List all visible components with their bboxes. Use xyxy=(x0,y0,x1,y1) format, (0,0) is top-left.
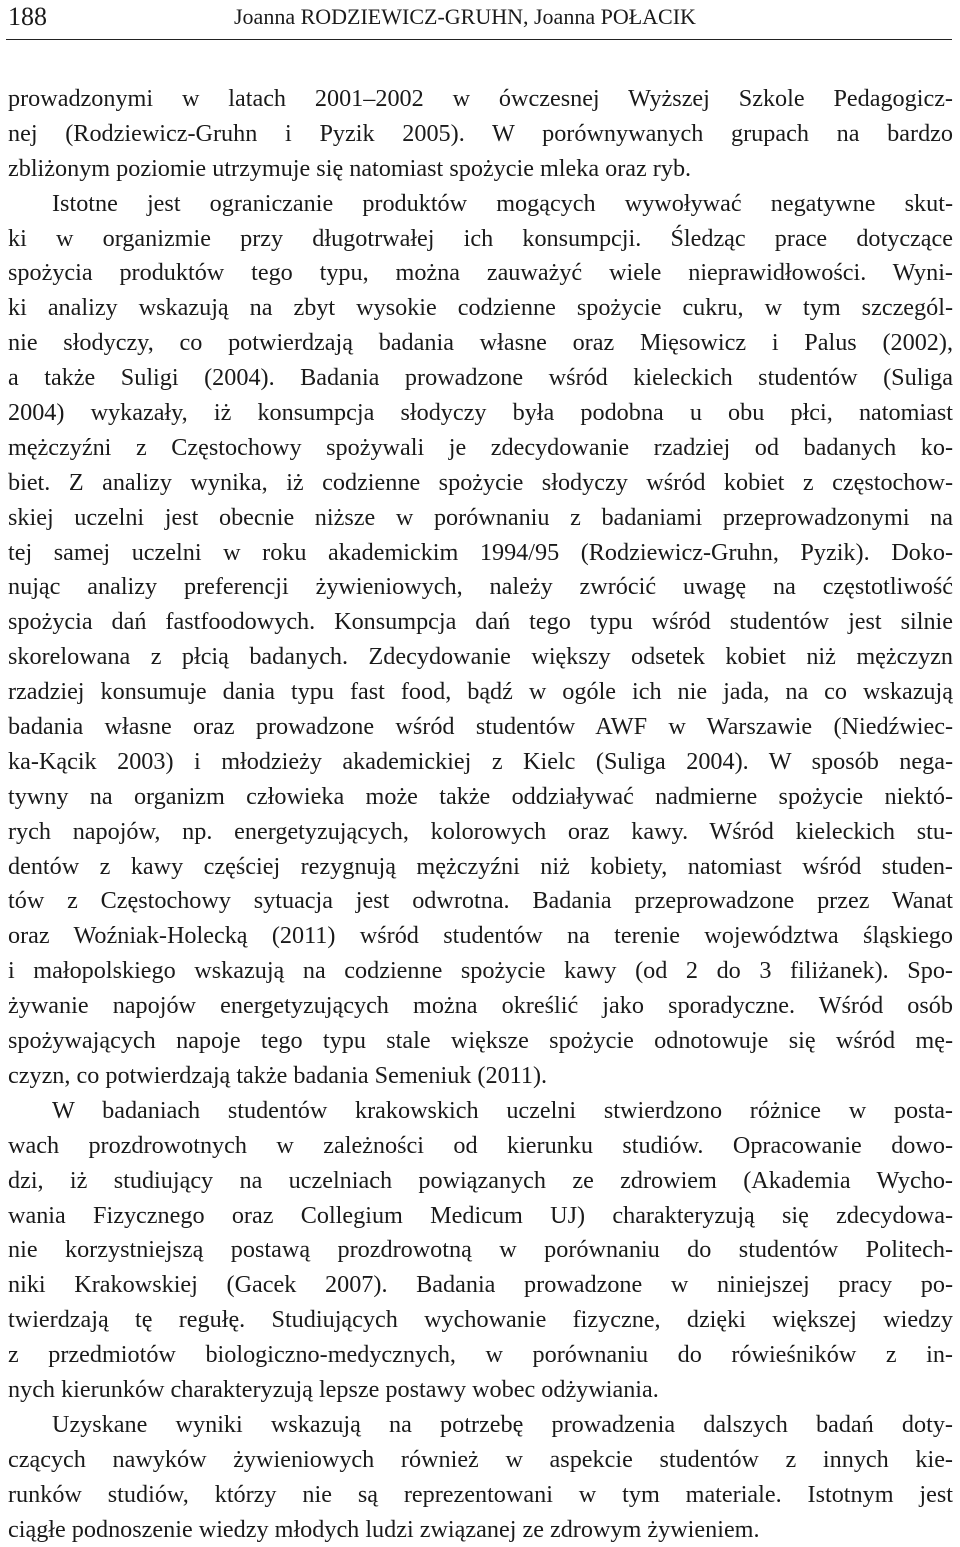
text-line: nie korzystniejszą postawą prozdrowotną w porównaniu do studentów Politech- xyxy=(8,1236,953,1264)
text-line: czących nawyków żywieniowych również w aspekcie studentów z innych kie- xyxy=(8,1445,953,1473)
text-line: badania własne oraz prowadzone wśród studentów AWF w Warszawie (Niedźwiec- xyxy=(8,713,953,741)
text-line: tej samej uczelni w roku akademickim 1994/95 (Rodziewicz-Gruhn, Pyzik). Doko- xyxy=(8,538,953,566)
text-line: a także Suligi (2004). Badania prowadzone wśród kieleckich studentów (Suliga xyxy=(8,364,953,392)
text-line: ki analizy wskazują na zbyt wysokie codzienne spożycie cukru, w tym szczegól- xyxy=(8,294,953,322)
text-line: rych napojów, np. energetyzujących, kolorowych oraz kawy. Wśród kieleckich stu- xyxy=(8,817,953,845)
text-line: czyzn, co potwierdzają także badania Semeniuk (2011). xyxy=(8,1061,548,1089)
text-line: dzi, iż studiujący na uczelniach powiązanych ze zdrowiem (Akademia Wycho- xyxy=(8,1166,953,1194)
text-line: biet. Z analizy wynika, iż codzienne spożycie słodyczy wśród kobiet z częstochow- xyxy=(8,468,953,496)
text-line: nując analizy preferencji żywieniowych, należy zwrócić uwagę na częstotliwość xyxy=(8,573,953,601)
page-number: 188 xyxy=(8,2,47,31)
body-text xyxy=(8,82,953,1547)
text-line: spożycia dań fastfoodowych. Konsumpcja dań tego typu wśród studentów jest silnie xyxy=(8,608,953,636)
text-line: nej (Rodziewicz-Gruhn i Pyzik 2005). W porównywanych grupach na bardzo xyxy=(8,119,953,147)
text-line: Uzyskane wyniki wskazują na potrzebę prowadzenia dalszych badań doty- xyxy=(52,1410,953,1438)
text-line: dentów z kawy częściej rezygnują mężczyźni niż kobiety, natomiast wśród studen- xyxy=(8,852,953,880)
text-line: ki w organizmie przy długotrwałej ich konsumpcji. Śledząc prace dotyczące xyxy=(8,224,953,252)
paragraph xyxy=(8,1094,953,1408)
text-line: żywanie napojów energetyzujących można określić jako sporadyczne. Wśród osób xyxy=(8,992,953,1020)
text-line: rzadziej konsumuje dania typu fast food, bądź w ogóle ich nie jada, na co wskazują xyxy=(8,678,953,706)
paragraph xyxy=(8,82,953,1094)
text-line: zbliżonym poziomie utrzymuje się natomiast spożycie mleka oraz ryb. xyxy=(8,154,692,182)
text-line: ka-Kącik 2003) i młodzieży akademickiej z Kielc (Suliga 2004). W sposób nega- xyxy=(8,747,953,775)
text-line: Istotne jest ograniczanie produktów mogących wywoływać negatywne skut- xyxy=(52,189,953,217)
text-line: nie słodyczy, co potwierdzają badania własne oraz Mięsowicz i Palus (2002), xyxy=(8,329,953,357)
text-line: wach prozdrowotnych w zależności od kierunku studiów. Opracowanie dowo- xyxy=(8,1131,953,1159)
text-line: ciągłe podnoszenie wiedzy młodych ludzi związanej ze zdrowym żywieniem. xyxy=(8,1515,760,1543)
text-line: runków studiów, którzy nie są reprezentowani w tym materiale. Istotnym jest xyxy=(8,1480,953,1508)
text-line: tywny na organizm człowieka może także oddziaływać nadmierne spożycie niektó- xyxy=(8,782,953,810)
text-line: nych kierunków charakteryzują lepsze postawy wobec odżywiania. xyxy=(8,1375,659,1403)
text-line: spożywających napoje tego typu stale większe spożycie odnotowuje się wśród mę- xyxy=(8,1027,953,1055)
text-line: i małopolskiego wskazują na codzienne spożycie kawy (od 2 do 3 filiżanek). Spo- xyxy=(8,957,953,985)
text-line: niki Krakowskiej (Gacek 2007). Badania prowadzone w niniejszej pracy po- xyxy=(8,1271,953,1299)
text-line: skiej uczelni jest obecnie niższe w porównaniu z badaniami przeprowadzonymi na xyxy=(8,503,953,531)
paragraph xyxy=(8,1408,953,1547)
text-line: tów z Częstochowy sytuacja jest odwrotna. Badania przeprowadzone przez Wanat xyxy=(8,887,953,915)
text-line: mężczyźni z Częstochowy spożywali je zdecydowanie rzadziej od badanych ko- xyxy=(8,433,953,461)
text-line: wania Fizycznego oraz Collegium Medicum UJ) charakteryzują się zdecydowa- xyxy=(8,1201,953,1229)
text-line: z przedmiotów biologiczno-medycznych, w porównaniu do rówieśników z in- xyxy=(8,1341,953,1369)
page-header xyxy=(6,0,952,40)
running-head: Joanna RODZIEWICZ-GRUHN, Joanna POŁACIK xyxy=(234,4,696,29)
text-line: 2004) wykazały, iż konsumpcja słodyczy była podobna u obu płci, natomiast xyxy=(8,399,953,427)
text-line: prowadzonymi w latach 2001–2002 w ówczesnej Wyższej Szkole Pedagogicz- xyxy=(8,85,953,112)
text-line: oraz Woźniak-Holecką (2011) wśród studentów na terenie województwa śląskiego xyxy=(8,922,953,950)
text-line: twierdzają tę regułę. Studiujących wychowanie fizyczne, dzięki większej wiedzy xyxy=(8,1306,953,1334)
text-line: spożycia produktów tego typu, można zauważyć wiele nieprawidłowości. Wyni- xyxy=(8,259,953,287)
text-line: W badaniach studentów krakowskich uczelni stwierdzono różnice w posta- xyxy=(52,1096,953,1124)
text-line: skorelowana z płcią badanych. Zdecydowanie większy odsetek kobiet niż mężczyzn xyxy=(8,643,953,671)
